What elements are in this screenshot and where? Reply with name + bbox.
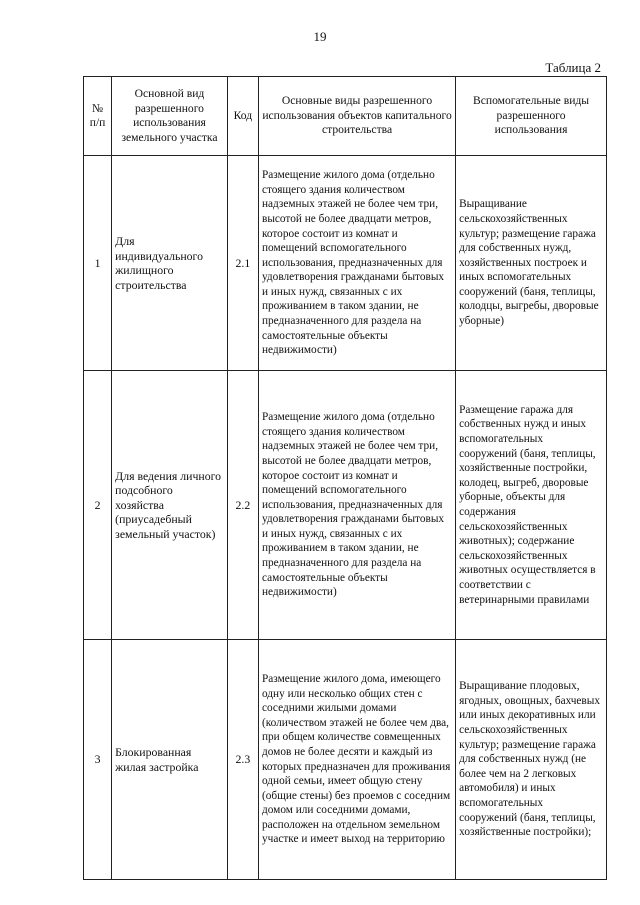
header-code-text: Код <box>233 108 253 122</box>
row-main-uses: Размещение жилого дома (отдельно стоящего здания количеством надземных этажей не более чем три, высотой не более двадцати метров, которое состоит из комнат и помещений вспомогательного использования, предназначенных для удовлетворения гражданами бытовых и иных нужд, связанных с их проживанием в таком здании, не предназначенного для раздела на самостоятельные объекты недвижимости) <box>258 156 455 371</box>
page-number: 19 <box>313 29 327 44</box>
header-number <box>84 77 112 156</box>
row-number: 3 <box>84 640 112 880</box>
header-main-building-uses-text: Основные виды разрешенного использования объектов капитального строительства <box>262 94 452 137</box>
row-land-use-kind: Для ведения личного подсобного хозяйства (приусадебный земельный участок) <box>112 371 228 640</box>
row-land-use-kind: Для индивидуального жилищного строительства <box>112 156 228 371</box>
row-main-uses: Размещение жилого дома (отдельно стоящего здания количеством надземных этажей не более чем три, высотой не более двадцати метров, которое состоит из комнат и помещений вспомогательного использования, предназначенных для удовлетворения гражданами бытовых и иных нужд, связанных с их проживанием в таком здании, не предназначенного для раздела на самостоятельные объекты недвижимости) <box>258 371 455 640</box>
row-number: 2 <box>84 371 112 640</box>
row-auxiliary-uses: Выращивание плодовых, ягодных, овощных, бахчевых или иных декоративных или сельскохозяйственных культур; размещение гаража для собственных нужд (не более чем на 2 легковых автомобиля) и иных вспомогательных сооружений (баня, теплицы, хозяйственные постройки); <box>456 640 607 880</box>
row-auxiliary-uses: Выращивание сельскохозяйственных культур; размещение гаража для собственных нужд, хозяйственных построек и иных вспомогательных сооружений (баня, теплицы, колодцы, выгребы, дворовые уборные) <box>456 156 607 371</box>
header-auxiliary-uses <box>456 77 607 156</box>
header-main-land-use-text: Основной вид разрешенного использования земельного участка <box>121 87 218 144</box>
header-auxiliary-uses-text: Вспомогательные виды разрешенного использования <box>473 94 590 137</box>
table-row <box>84 371 607 640</box>
row-code: 2.3 <box>227 640 258 880</box>
row-auxiliary-uses: Размещение гаража для собственных нужд и иных вспомогательных сооружений (баня, теплицы, хозяйственные постройки, колодец, выгреб, дворовые уборные, объекты для содержания сельскохозяйственных животных); содержание сельскохозяйственных животных осуществляется в соответствии с ветеринарными правилами <box>456 371 607 640</box>
row-code: 2.2 <box>227 371 258 640</box>
header-main-building-uses <box>258 77 455 156</box>
table-caption: Таблица 2 <box>545 60 601 75</box>
header-code <box>227 77 258 156</box>
row-code: 2.1 <box>227 156 258 371</box>
row-number: 1 <box>84 156 112 371</box>
row-land-use-kind: Блокированная жилая застройка <box>112 640 228 880</box>
header-main-land-use <box>112 77 228 156</box>
table-header-row <box>84 77 607 156</box>
row-main-uses: Размещение жилого дома, имеющего одну или несколько общих стен с соседними жилыми домами (количеством этажей не более чем два, при общем количестве совмещенных домов не более десяти и каждый из которых предназначен для проживания одной семьи, имеет общую стену (общие стены) без проемов с соседним домом или соседними домами, расположен на отдельном земельном участке и имеет выход на территорию <box>258 640 455 880</box>
land-use-table <box>83 76 607 880</box>
table-row <box>84 156 607 371</box>
header-number-text: № п/п <box>89 101 106 129</box>
table-row <box>84 640 607 880</box>
